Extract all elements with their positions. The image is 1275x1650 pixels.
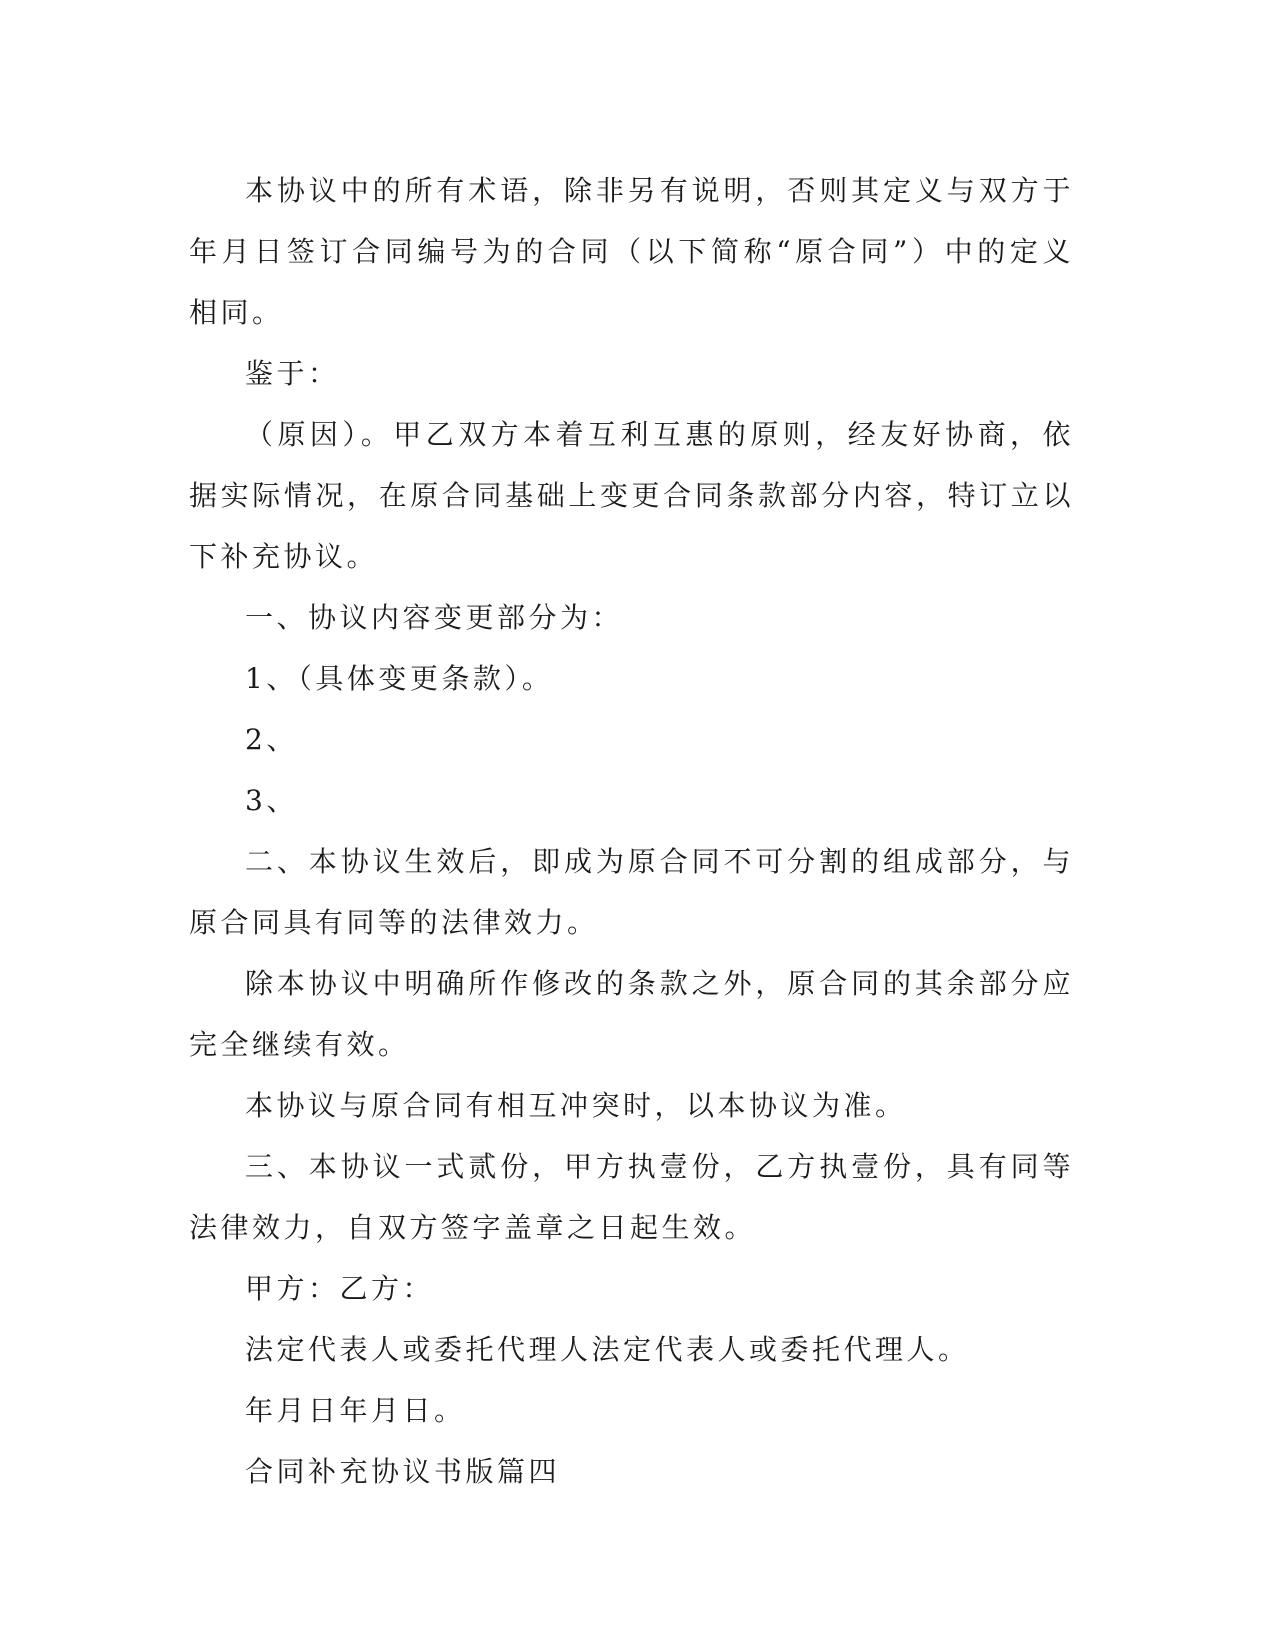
- reason-paragraph: （原因）。甲乙双方本着互利互惠的原则，经友好协商，依据实际情况，在原合同基础上变更合同条款部分内容，特订立以下补充协议。: [189, 418, 1074, 573]
- clause-item-2: 2、: [245, 723, 298, 756]
- conflict-paragraph: 本协议与原合同有相互冲突时，以本协议为准。: [245, 1089, 907, 1122]
- clause-two-paragraph: 二、本协议生效后，即成为原合同不可分割的组成部分，与原合同具有同等的法律效力。: [189, 845, 1074, 939]
- date-line: 年月日年月日。: [245, 1394, 466, 1427]
- whereas-heading: 鉴于：: [245, 357, 340, 390]
- document-body: [189, 160, 1074, 1502]
- clause-one-heading: 一、协议内容变更部分为：: [245, 601, 624, 634]
- representatives-line: 法定代表人或委托代理人法定代表人或委托代理人。: [245, 1333, 970, 1366]
- definitions-paragraph: 本协议中的所有术语，除非另有说明，否则其定义与双方于年月日签订合同编号为的合同（以下简称“原合同”）中的定义相同。: [189, 174, 1074, 329]
- section-heading: 合同补充协议书版篇四: [245, 1455, 561, 1488]
- remaining-validity-paragraph: 除本协议中明确所作修改的条款之外，原合同的其余部分应完全继续有效。: [189, 967, 1074, 1061]
- parties-line: 甲方：乙方：: [245, 1272, 435, 1305]
- clause-three-paragraph: 三、本协议一式贰份，甲方执壹份，乙方执壹份，具有同等法律效力，自双方签字盖章之日起生效。: [189, 1150, 1074, 1244]
- clause-item-3: 3、: [245, 784, 298, 817]
- clause-item-1: 1、（具体变更条款）。: [245, 662, 554, 695]
